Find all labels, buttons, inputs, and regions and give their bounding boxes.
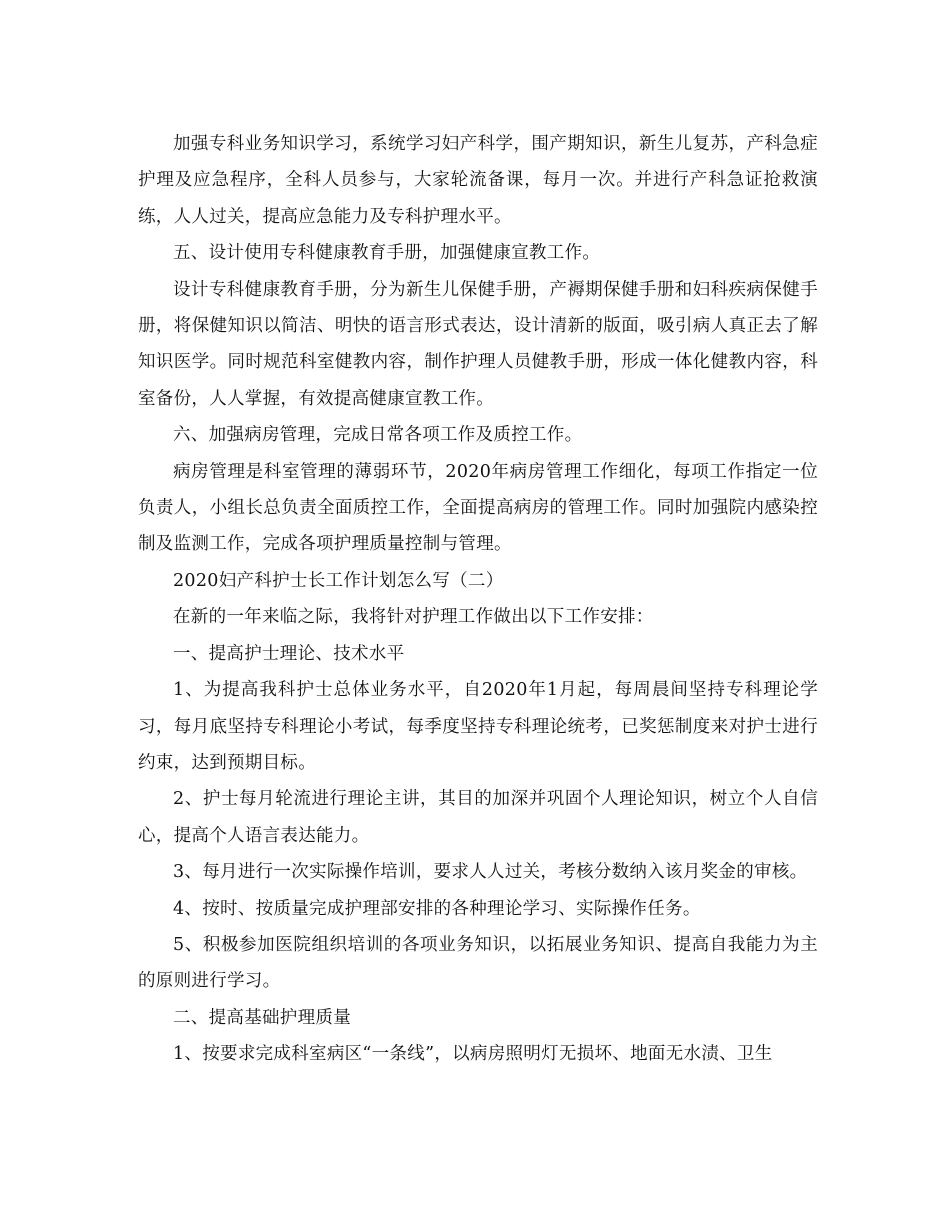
paragraph-ward-management: 病房管理是科室管理的薄弱环节，2020年病房管理工作细化，每项工作指定一位负责人，小组长总负责全面质控工作，全面提高病房的管理工作。同时加强院内感染控制及监测工作，完成各项护理质量控制与管理。	[138, 461, 818, 555]
list-item-5: 5、积极参加医院组织培训的各项业务知识，以拓展业务知识、提高自我能力为主的原则进行学习。	[138, 934, 818, 992]
list-item-basic-1: 1、按要求完成科室病区“一条线”，以病房照明灯无损坏、地面无水渍、卫生	[173, 1044, 773, 1065]
title-part-two: 2020妇产科护士长工作计划怎么写（二）	[173, 570, 504, 591]
list-item-3: 3、每月进行一次实际操作培训，要求人人过关，考核分数纳入该月奖金的审核。	[173, 862, 808, 883]
document-body	[138, 126, 818, 1073]
heading-improve-theory: 一、提高护士理论、技术水平	[173, 643, 405, 664]
paragraph-intro: 在新的一年来临之际，我将针对护理工作做出以下工作安排：	[173, 607, 654, 628]
list-item-1: 1、为提高我科护士总体业务水平，自2020年1月起，每周晨间坚持专科理论学习，每月底坚持专科理论小考试，每季度坚持专科理论统考，已奖惩制度来对护士进行约束，达到预期目标。	[138, 680, 818, 773]
heading-section-six: 六、加强病房管理，完成日常各项工作及质控工作。	[173, 425, 583, 446]
paragraph-specialty-training: 加强专科业务知识学习，系统学习妇产科学，围产期知识，新生儿复苏，产科急症护理及应急程序，全科人员参与，大家轮流备课，每月一次。并进行产科急证抢救演练，人人过关，提高应急能力及专科护理水平。	[138, 134, 818, 227]
list-item-4: 4、按时、按质量完成护理部安排的各种理论学习、实际操作任务。	[173, 898, 701, 919]
heading-basic-nursing: 二、提高基础护理质量	[173, 1007, 351, 1028]
list-item-2: 2、护士每月轮流进行理论主讲，其目的加深并巩固个人理论知识，树立个人自信心，提高个人语言表达能力。	[138, 789, 818, 846]
paragraph-health-manual: 设计专科健康教育手册，分为新生儿保健手册，产褥期保健手册和妇科疾病保健手册，将保健知识以简洁、明快的语言形式表达，设计清新的版面，吸引病人真正去了解知识医学。同时规范科室健教内容，制作护理人员健教手册，形成一体化健教内容，科室备份，人人掌握，有效提高健康宣教工作。	[138, 279, 818, 409]
heading-section-five: 五、设计使用专科健康教育手册，加强健康宣教工作。	[173, 243, 601, 264]
